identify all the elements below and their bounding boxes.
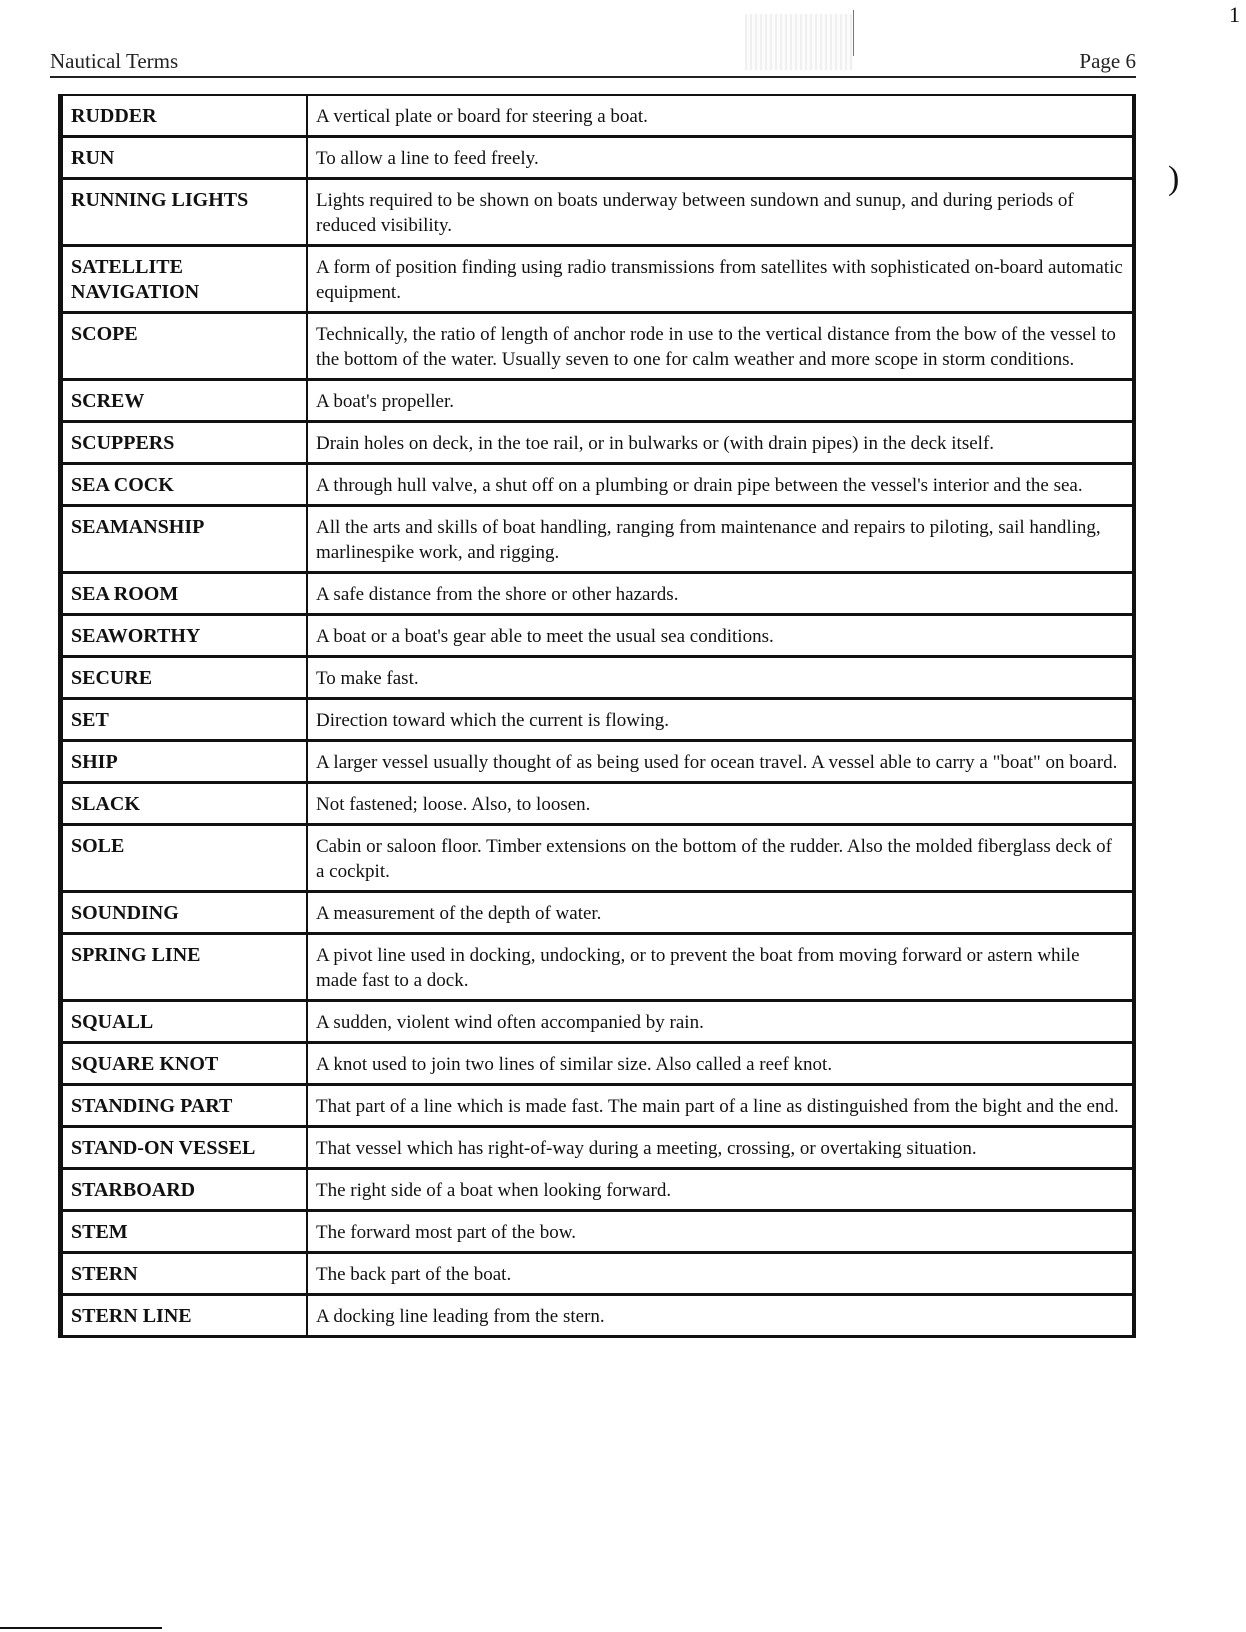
glossary-row bbox=[58, 1254, 1132, 1296]
glossary-definition: Technically, the ratio of length of anchor rode in use to the vertical distance from the bow of the vessel to the bottom of the water. Usually seven to one for calm weather and more scope in storm conditions. bbox=[316, 324, 1116, 370]
glossary-term: SCREW bbox=[58, 381, 308, 420]
footer-rule bbox=[0, 1627, 162, 1629]
glossary-term: STARBOARD bbox=[58, 1170, 308, 1209]
glossary-term: SET bbox=[58, 700, 308, 739]
glossary-term: SQUARE KNOT bbox=[58, 1044, 308, 1083]
glossary-term: SEA COCK bbox=[58, 465, 308, 504]
glossary-definition: Direction toward which the current is flowing. bbox=[316, 710, 669, 731]
glossary-term: SEA ROOM bbox=[58, 574, 308, 613]
glossary-definition: A sudden, violent wind often accompanied by rain. bbox=[316, 1012, 704, 1033]
glossary-definition: That vessel which has right-of-way during a meeting, crossing, or overtaking situation. bbox=[316, 1138, 977, 1159]
glossary-term: STAND-ON VESSEL bbox=[58, 1128, 308, 1167]
glossary-term: SLACK bbox=[58, 784, 308, 823]
glossary-term: STANDING PART bbox=[58, 1086, 308, 1125]
glossary-definition: The right side of a boat when looking forward. bbox=[316, 1180, 672, 1201]
glossary-definition: The back part of the boat. bbox=[316, 1264, 512, 1285]
corner-pen-mark: 1 bbox=[1229, 2, 1240, 27]
glossary-definition: All the arts and skills of boat handling, ranging from maintenance and repairs to piloting, sail handling, marlinespike work, and rigging. bbox=[316, 517, 1101, 563]
glossary-definition: A knot used to join two lines of similar size. Also called a reef knot. bbox=[316, 1054, 833, 1075]
glossary-definition: Drain holes on deck, in the toe rail, or in bulwarks or (with drain pipes) in the deck itself. bbox=[316, 433, 995, 454]
glossary-row bbox=[58, 784, 1132, 826]
glossary-term: RUN bbox=[58, 138, 308, 177]
glossary-row bbox=[58, 826, 1132, 893]
glossary-term: SECURE bbox=[58, 658, 308, 697]
glossary-row bbox=[58, 138, 1132, 180]
glossary-definition: A form of position finding using radio transmissions from satellites with sophisticated on-board automatic equipment. bbox=[316, 257, 1123, 303]
glossary-row bbox=[58, 507, 1132, 574]
glossary-row bbox=[58, 658, 1132, 700]
glossary-row bbox=[58, 96, 1132, 138]
glossary-term: SCOPE bbox=[58, 314, 308, 378]
glossary-row bbox=[58, 247, 1132, 314]
page-header bbox=[50, 48, 1136, 78]
glossary-term: SPRING LINE bbox=[58, 935, 308, 999]
glossary-row bbox=[58, 314, 1132, 381]
glossary-definition: A through hull valve, a shut off on a plumbing or drain pipe between the vessel's interior and the sea. bbox=[316, 475, 1083, 496]
glossary-row bbox=[58, 742, 1132, 784]
glossary-row bbox=[58, 423, 1132, 465]
glossary-term: RUDDER bbox=[58, 96, 308, 135]
glossary-row bbox=[58, 1128, 1132, 1170]
glossary-definition: Not fastened; loose. Also, to loosen. bbox=[316, 794, 591, 815]
glossary-term: STERN bbox=[58, 1254, 308, 1293]
glossary-term: SEAWORTHY bbox=[58, 616, 308, 655]
glossary-definition: A safe distance from the shore or other hazards. bbox=[316, 584, 679, 605]
margin-pen-mark: ) bbox=[1168, 160, 1180, 197]
glossary-definition: To allow a line to feed freely. bbox=[316, 148, 539, 169]
glossary-definition: A docking line leading from the stern. bbox=[316, 1306, 605, 1327]
glossary-term: SHIP bbox=[58, 742, 308, 781]
glossary-definition: The forward most part of the bow. bbox=[316, 1222, 576, 1243]
glossary-row bbox=[58, 1296, 1132, 1335]
glossary-row bbox=[58, 935, 1132, 1002]
glossary-definition: That part of a line which is made fast. The main part of a line as distinguished from the bight and the end. bbox=[316, 1096, 1119, 1117]
glossary-term: SATELLITE NAVIGATION bbox=[58, 247, 308, 311]
glossary-row bbox=[58, 574, 1132, 616]
glossary-row bbox=[58, 616, 1132, 658]
glossary-definition: A boat or a boat's gear able to meet the usual sea conditions. bbox=[316, 626, 774, 647]
glossary-definition: A larger vessel usually thought of as being used for ocean travel. A vessel able to carry a "boat" on board. bbox=[316, 752, 1118, 773]
glossary-term: SOLE bbox=[58, 826, 308, 890]
glossary-row bbox=[58, 381, 1132, 423]
glossary-term: STEM bbox=[58, 1212, 308, 1251]
document-title: Nautical Terms bbox=[50, 49, 179, 73]
glossary-row bbox=[58, 893, 1132, 935]
glossary-table bbox=[58, 94, 1136, 1338]
glossary-term: SCUPPERS bbox=[58, 423, 308, 462]
glossary-row bbox=[58, 465, 1132, 507]
glossary-term: STERN LINE bbox=[58, 1296, 308, 1335]
glossary-definition: A measurement of the depth of water. bbox=[316, 903, 602, 924]
glossary-row bbox=[58, 1170, 1132, 1212]
glossary-definition: A boat's propeller. bbox=[316, 391, 454, 412]
glossary-row bbox=[58, 1086, 1132, 1128]
glossary-term: SOUNDING bbox=[58, 893, 308, 932]
page-number: Page 6 bbox=[1079, 49, 1136, 73]
glossary-term: SEAMANSHIP bbox=[58, 507, 308, 571]
glossary-row bbox=[58, 700, 1132, 742]
glossary-definition: Lights required to be shown on boats underway between sundown and sunup, and during periods of reduced visibility. bbox=[316, 190, 1074, 236]
glossary-definition: A pivot line used in docking, undocking, or to prevent the boat from moving forward or astern while made fast to a dock. bbox=[316, 945, 1080, 991]
glossary-definition: To make fast. bbox=[316, 668, 419, 689]
glossary-row bbox=[58, 180, 1132, 247]
glossary-row bbox=[58, 1044, 1132, 1086]
glossary-row bbox=[58, 1212, 1132, 1254]
glossary-term: RUNNING LIGHTS bbox=[58, 180, 308, 244]
glossary-term: SQUALL bbox=[58, 1002, 308, 1041]
glossary-definition: Cabin or saloon floor. Timber extensions on the bottom of the rudder. Also the molded fiberglass deck of a cockpit. bbox=[316, 836, 1112, 882]
glossary-row bbox=[58, 1002, 1132, 1044]
glossary-definition: A vertical plate or board for steering a boat. bbox=[316, 106, 648, 127]
